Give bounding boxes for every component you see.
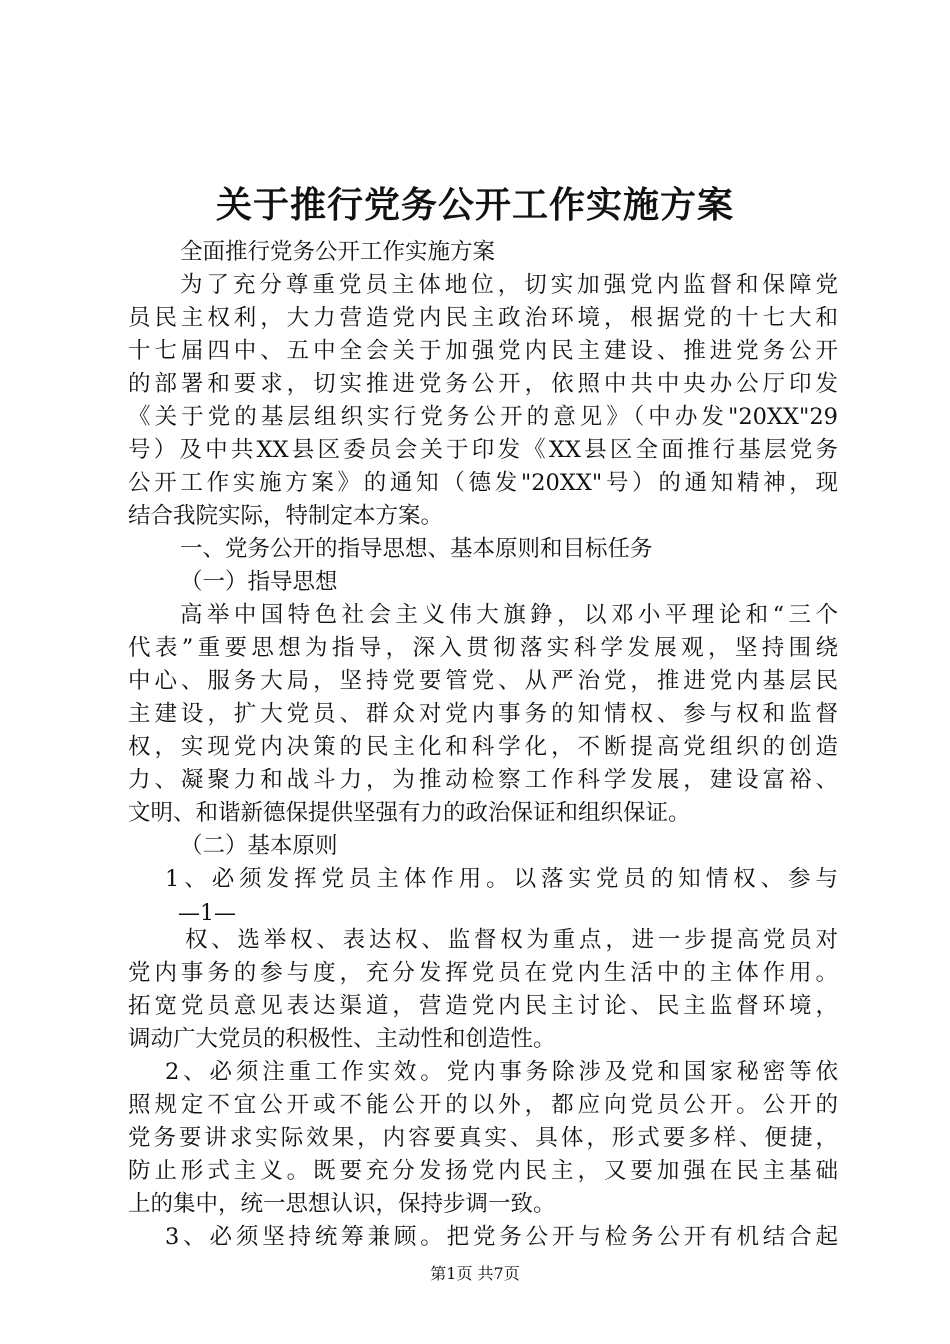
paragraph-line: 权，实现党内决策的民主化和科学化，不断提高党组织的创造 (128, 734, 838, 760)
paragraph-line: 文明、和谐新德保提供坚强有力的政治保证和组织保证。 (128, 800, 691, 826)
paragraph-line: 《关于党的基层组织实行党务公开的意见》（中办发"20XX"29 (128, 404, 838, 430)
section-heading: 一、党务公开的指导思想、基本原则和目标任务 (180, 536, 653, 562)
paragraph-line: 高举中国特色社会主义伟大旗錚，以邓小平理论和“三个 (180, 602, 838, 628)
paragraph-line: 权、选举权、表达权、监督权为重点，进一步提高党员对 (185, 927, 838, 953)
paragraph-line: 照规定不宜公开或不能公开的以外，都应向党员公开。公开的 (128, 1092, 838, 1118)
paragraph-line: 为了充分尊重党员主体地位，切实加强党内监督和保障党 (180, 272, 838, 298)
paragraph-line: 结合我院实际，特制定本方案。 (128, 503, 444, 529)
paragraph-line: 十七届四中、五中全会关于加强党内民主建设、推进党务公开 (128, 338, 838, 364)
paragraph-line: 1、必须发挥党员主体作用。以落实党员的知情权、参与 (165, 866, 838, 892)
page-number-mark: —1— (178, 901, 236, 926)
subtitle-line: 全面推行党务公开工作实施方案 (180, 239, 496, 265)
paragraph-line: 拓宽党员意见表达渠道，营造党内民主讨论、民主监督环境， (128, 993, 838, 1019)
paragraph-line: 的部署和要求，切实推进党务公开，依照中共中央办公厅印发 (128, 371, 838, 397)
paragraph-line: 上的集中，统一思想认识，保持步调一致。 (128, 1191, 556, 1217)
subsection-heading: （一）指导思想 (180, 569, 338, 595)
paragraph-line: 调动广大党员的积极性、主动性和创造性。 (128, 1026, 556, 1052)
paragraph-line: 主建设，扩大党员、群众对党内事务的知情权、参与权和监督 (128, 701, 838, 727)
paragraph-line: 3、必须坚持统筹兼顾。把党务公开与检务公开有机结合起 (165, 1224, 838, 1250)
paragraph-line: 党务要讲求实际效果，内容要真实、具体，形式要多样、便捷， (128, 1125, 838, 1151)
paragraph-line: 员民主权利，大力营造党内民主政治环境，根据党的十七大和 (128, 305, 838, 331)
paragraph-line: 公开工作实施方案》的通知（德发"20XX"号）的通知精神，现 (128, 470, 838, 496)
paragraph-line: 党内事务的参与度，充分发挥党员在党内生活中的主体作用。 (128, 960, 838, 986)
paragraph-line: 2、必须注重工作实效。党内事务除涉及党和国家秘密等依 (165, 1059, 838, 1085)
paragraph-line: 防止形式主义。既要充分发扬党内民主，又要加强在民主基础 (128, 1158, 838, 1184)
document-title: 关于推行党务公开工作实施方案 (215, 184, 734, 226)
paragraph-line: 中心、服务大局，坚持党要管党、从严治党，推进党内基层民 (128, 668, 838, 694)
page-footer: 第1页 共7页 (430, 1264, 520, 1283)
paragraph-line: 号）及中共XX县区委员会关于印发《XX县区全面推行基层党务 (128, 437, 838, 463)
paragraph-line: 力、凝聚力和战斗力，为推动检察工作科学发展，建设富裕、 (128, 767, 838, 793)
subsection-heading: （二）基本原则 (180, 833, 338, 859)
paragraph-line: 代表”重要思想为指导，深入贯彻落实科学发展观，坚持围绕 (128, 635, 838, 661)
